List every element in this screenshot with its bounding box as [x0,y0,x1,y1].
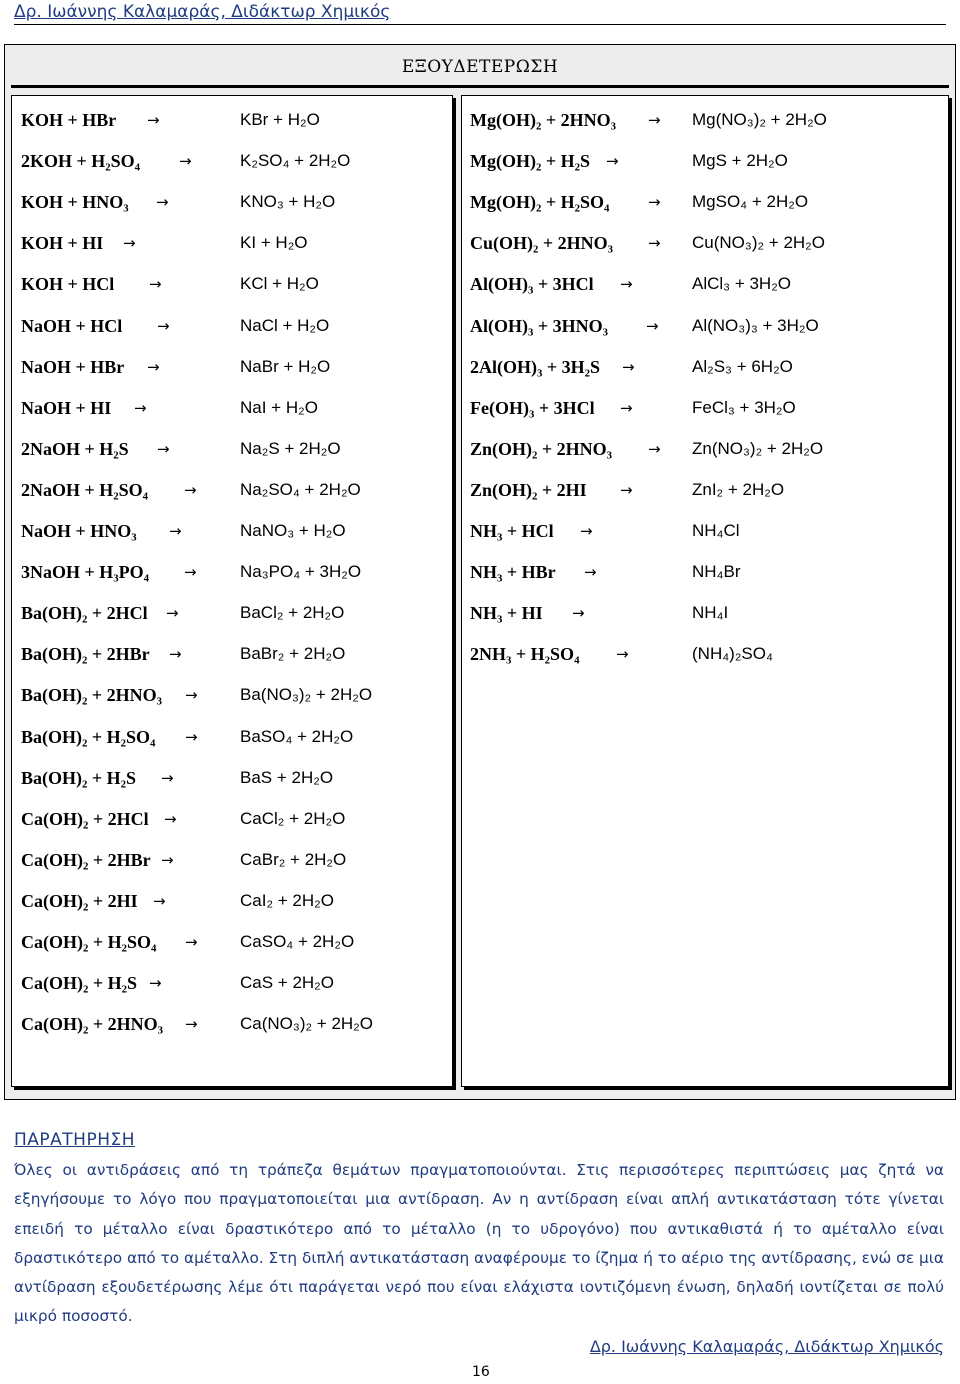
arrow-icon: → [185,933,198,951]
reaction-row [21,927,480,957]
products: NH₄I [692,603,729,623]
arrow-icon: → [648,234,661,253]
reactants: Ba(OH)₂ + 2HNO₃ [21,685,163,706]
arrow-icon: → [153,891,166,910]
reactants: Ca(OH)₂ + 2HBr [21,849,151,870]
reaction-row [470,475,932,505]
page-number: 16 [472,1364,490,1380]
reaction-row [21,804,480,834]
reactants: 2NaOH + H₂SO₄ [21,479,149,500]
reactants: Fe(OH)₃ + 3HCl [470,397,595,418]
arrow-icon: → [147,111,160,129]
reactants: NaOH + HI [21,397,112,418]
reaction-row [470,187,932,217]
products: MgSO₄ + 2H₂O [692,192,809,212]
arrow-icon: → [185,1015,198,1034]
reaction-row [21,269,480,299]
arrow-icon: → [185,727,198,746]
arrow-icon: → [169,522,182,540]
reactants: 2KOH + H₂SO₄ [21,151,141,172]
arrow-icon: → [185,686,198,705]
reactants: NH₃ + HBr [470,562,556,583]
arrow-icon: → [123,234,136,253]
products: Cu(NO₃)₂ + 2H₂O [692,233,826,253]
reaction-row [21,1009,480,1039]
products: NaCl + H₂O [240,315,330,335]
arrow-icon: → [606,152,619,171]
arrow-icon: → [648,439,661,458]
reaction-row [21,968,480,998]
products: KNO₃ + H₂O [240,192,336,212]
arrow-icon: → [179,152,192,171]
reactants: Ba(OH)₂ + 2HBr [21,644,150,665]
reaction-row [21,557,480,587]
reaction-row [470,146,932,176]
reaction-row [470,352,932,382]
products: Na₂SO₄ + 2H₂O [240,479,361,499]
reactants: Al(OH)₃ + 3HCl [470,274,594,295]
products: Al(NO₃)₃ + 3H₂O [692,315,819,335]
reactants: KOH + HBr [21,110,117,130]
products: Ca(NO₃)₂ + 2H₂O [240,1014,374,1034]
arrow-icon: → [620,480,633,499]
left-reactions-panel [11,95,453,1087]
reaction-row [470,557,932,587]
reactants: Ba(OH)₂ + H₂SO₄ [21,726,156,747]
products: Na₃PO₄ + 3H₂O [240,562,362,582]
products: CaSO₄ + 2H₂O [240,932,355,951]
products: NH₄Br [692,562,741,582]
reaction-row [470,393,932,423]
products: Al₂S₃ + 6H₂O [692,356,793,376]
reactants: Ca(OH)₂ + 2HNO₃ [21,1014,164,1035]
products: ZnI₂ + 2H₂O [692,479,785,499]
reactants: NH₃ + HI [470,603,543,624]
products: BaSO₄ + 2H₂O [240,726,354,746]
reaction-row [21,187,480,217]
products: CaS + 2H₂O [240,973,334,993]
arrow-icon: → [572,604,585,623]
arrow-icon: → [620,398,633,417]
arrow-icon: → [149,275,162,294]
reaction-row [21,680,480,710]
reactants: KOH + HI [21,233,104,254]
arrow-icon: → [584,563,597,582]
right-reactions-panel [461,95,949,1087]
section-title: ΕΞΟΥΔΕΤΕΡΩΣΗ [401,57,559,77]
reactants: 3NaOH + H₃PO₄ [21,562,150,583]
arrow-icon: → [166,604,179,623]
reaction-row [470,228,932,258]
header-author: Δρ. Ιωάννης Καλαμαράς, Διδάκτωρ Χημικός [14,2,391,22]
reaction-row [21,434,480,464]
reactants: Ca(OH)₂ + H₂S [21,973,138,994]
reactants: Cu(OH)₂ + 2HNO₃ [470,233,614,254]
products: BaBr₂ + 2H₂O [240,644,346,664]
reactants: NaOH + HCl [21,315,123,336]
reactants: Ca(OH)₂ + 2HCl [21,808,149,829]
signature: Δρ. Ιωάννης Καλαμαράς, Διδάκτωρ Χημικός [589,1337,944,1356]
reactants: 2NH₃ + H₂SO₄ [470,644,580,665]
reactants: NaOH + HBr [21,356,125,377]
reactants: Ca(OH)₂ + 2HI [21,890,138,911]
reactants: Mg(OH)₂ + H₂S [470,151,591,172]
reactants: KOH + HNO₃ [21,192,129,213]
arrow-icon: → [134,398,147,417]
arrow-icon: → [620,275,633,294]
arrow-icon: → [164,809,177,828]
products: MgS + 2H₂O [692,151,788,171]
reactants: Al(OH)₃ + 3HNO₃ [470,315,609,336]
reaction-row [21,228,480,258]
arrow-icon: → [157,439,170,458]
arrow-icon: → [184,563,197,582]
arrow-icon: → [161,768,174,787]
arrow-icon: → [622,357,635,376]
reactants: 2Al(OH)₃ + 3H₂S [470,356,601,377]
products: Zn(NO₃)₂ + 2H₂O [692,438,824,458]
reaction-row [21,352,480,382]
arrow-icon: → [184,480,197,499]
products: CaCl₂ + 2H₂O [240,808,346,828]
reaction-row [470,639,932,669]
reaction-row [470,311,932,341]
products: KBr + H₂O [240,110,320,129]
note-text: Όλες οι αντιδράσεις από τη τράπεζα θεμάτων πραγματοποιούνται. Στις περισσότερες περιπτώσεις μας ζητά να εξηγήσουμε το λόγο που πραγματοποιείται μια αντίδραση. Αν η αντίδραση είναι απλή αντικατάσταση τότε γίνεται επειδή το μέταλλο είναι δραστικότερο από το μέταλλο (η το υδρογόνο) που αντικαθιστά ή το αμέταλλο είναι δραστικότερο από το αμέταλλο. Στη διπλή αντικατάσταση αναφέρουμε το ίζημα ή το αέριο της αντίδρασης, ενώ σε μια αντίδραση εξουδετέρωσης λέμε ότι παράγεται νερό που είναι ελάχιστα ιοντιζόμενη ένωση, δηλαδή ιοντίζεται σε πολύ μικρό ποσοστό. [14,1161,944,1326]
reactants: KOH + HCl [21,274,115,295]
reaction-row [470,269,932,299]
reaction-row [21,722,480,752]
reactants: Mg(OH)₂ + 2HNO₃ [470,110,617,130]
products: KI + H₂O [240,233,308,253]
arrow-icon: → [157,316,170,335]
reactants: NaOH + HNO₃ [21,521,137,541]
products: Mg(NO₃)₂ + 2H₂O [692,110,827,129]
products: NaI + H₂O [240,397,318,417]
arrow-icon: → [156,193,169,212]
products: (NH₄)₂SO₄ [692,644,773,664]
neutralization-box [4,44,956,1100]
arrow-icon: → [646,316,659,335]
arrow-icon: → [149,974,162,993]
products: FeCl₃ + 3H₂O [692,397,796,417]
note-title: ΠΑΡΑΤΗΡΗΣΗ [14,1130,136,1150]
arrow-icon: → [161,850,174,869]
reaction-row [470,516,932,546]
arrow-icon: → [169,645,182,664]
products: NaNO₃ + H₂O [240,521,346,540]
reaction-row [21,886,480,916]
products: BaS + 2H₂O [240,767,334,787]
products: CaBr₂ + 2H₂O [240,849,347,869]
products: CaI₂ + 2H₂O [240,890,334,910]
reaction-row [470,105,932,135]
reaction-row [470,598,932,628]
reaction-row [21,311,480,341]
reaction-row [470,434,932,464]
reactants: Ba(OH)₂ + 2HCl [21,603,148,624]
reactants: 2NaOH + H₂S [21,438,129,459]
arrow-icon: → [648,193,661,212]
reaction-row [21,763,480,793]
products: NaBr + H₂O [240,356,331,376]
reactants: Ca(OH)₂ + H₂SO₄ [21,932,157,952]
products: BaCl₂ + 2H₂O [240,603,345,623]
products: AlCl₃ + 3H₂O [692,274,792,294]
reaction-row [21,393,480,423]
products: KCl + H₂O [240,274,319,294]
title-divider [11,85,949,88]
reactants: Ba(OH)₂ + H₂S [21,767,137,788]
arrow-icon: → [616,645,629,664]
reaction-row [21,845,480,875]
products: Ba(NO₃)₂ + 2H₂O [240,685,373,705]
arrow-icon: → [580,522,593,540]
reactants: Mg(OH)₂ + H₂SO₄ [470,192,610,213]
reactants: NH₃ + HCl [470,521,554,541]
products: K₂SO₄ + 2H₂O [240,151,351,171]
reaction-row [21,639,480,669]
products: NH₄Cl [692,521,740,540]
products: Na₂S + 2H₂O [240,438,341,458]
reaction-row [21,516,480,546]
reaction-row [21,146,480,176]
reaction-row [21,598,480,628]
page-header [14,0,946,25]
reactants: Zn(OH)₂ + 2HNO₃ [470,438,613,459]
reaction-row [21,475,480,505]
reaction-row [21,105,480,135]
arrow-icon: → [648,111,661,129]
reactants: Zn(OH)₂ + 2HI [470,479,587,500]
arrow-icon: → [147,357,160,376]
